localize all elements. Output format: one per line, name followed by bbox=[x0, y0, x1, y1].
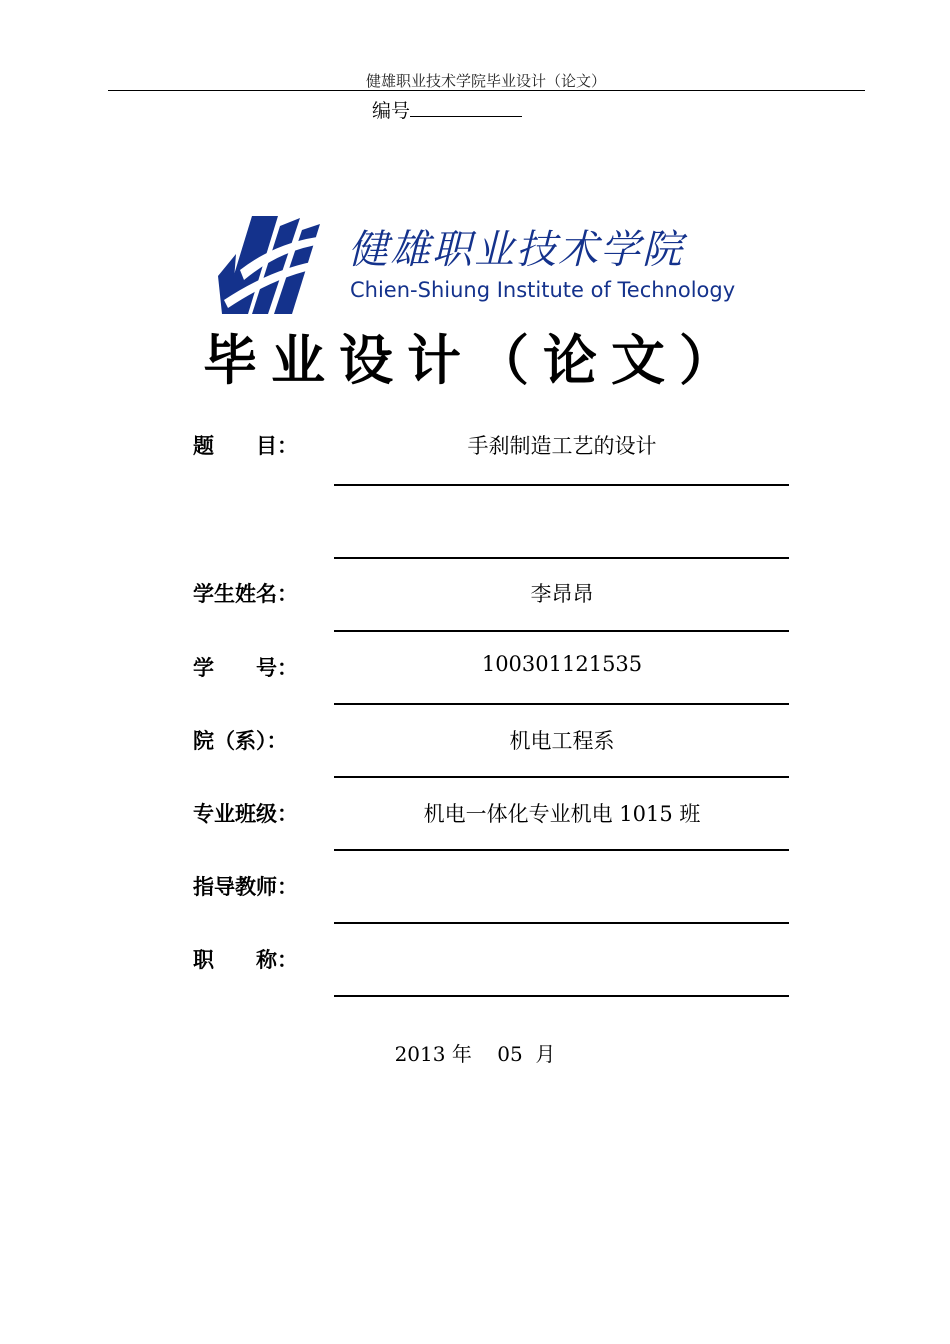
running-header-text: 健雄职业技术学院毕业设计（论文） bbox=[365, 72, 606, 90]
serial-number-label: 编号 bbox=[372, 100, 411, 122]
underline bbox=[334, 557, 789, 559]
serial-number-blank bbox=[410, 98, 522, 117]
field-value-student-id: 100301121535 bbox=[481, 652, 643, 676]
underline bbox=[334, 849, 789, 851]
field-value-major-class: 机电一体化专业机电 1015 班 bbox=[423, 802, 701, 826]
submission-date: 2013 年 05 月 bbox=[394, 1042, 556, 1066]
school-name-english: Chien-Shiung Institute of Technology bbox=[350, 278, 736, 302]
underline bbox=[334, 776, 789, 778]
field-value-student-name: 李昂昂 bbox=[530, 582, 594, 606]
school-logo bbox=[216, 212, 736, 316]
field-label-department: 院（系）： bbox=[193, 729, 288, 753]
underline bbox=[334, 922, 789, 924]
field-label-student-id: 学 号： bbox=[193, 656, 298, 680]
field-label-title: 职 称： bbox=[193, 948, 298, 972]
field-label-student-name: 学生姓名： bbox=[193, 582, 298, 606]
field-value-department: 机电工程系 bbox=[509, 729, 615, 753]
field-label-advisor: 指导教师： bbox=[193, 875, 298, 899]
field-label-topic: 题 目： bbox=[193, 434, 298, 458]
document-title: 毕业设计（论文） bbox=[203, 329, 747, 392]
header-divider bbox=[108, 90, 865, 91]
underline bbox=[334, 630, 789, 632]
underline bbox=[334, 703, 789, 705]
school-name-chinese: 健雄职业技术学院 bbox=[348, 227, 684, 273]
serial-number-field bbox=[372, 96, 522, 123]
field-label-major-class: 专业班级： bbox=[193, 802, 298, 826]
underline bbox=[334, 995, 789, 997]
field-value-topic: 手刹制造工艺的设计 bbox=[467, 434, 657, 458]
underline bbox=[334, 484, 789, 486]
school-emblem-icon bbox=[216, 214, 326, 314]
